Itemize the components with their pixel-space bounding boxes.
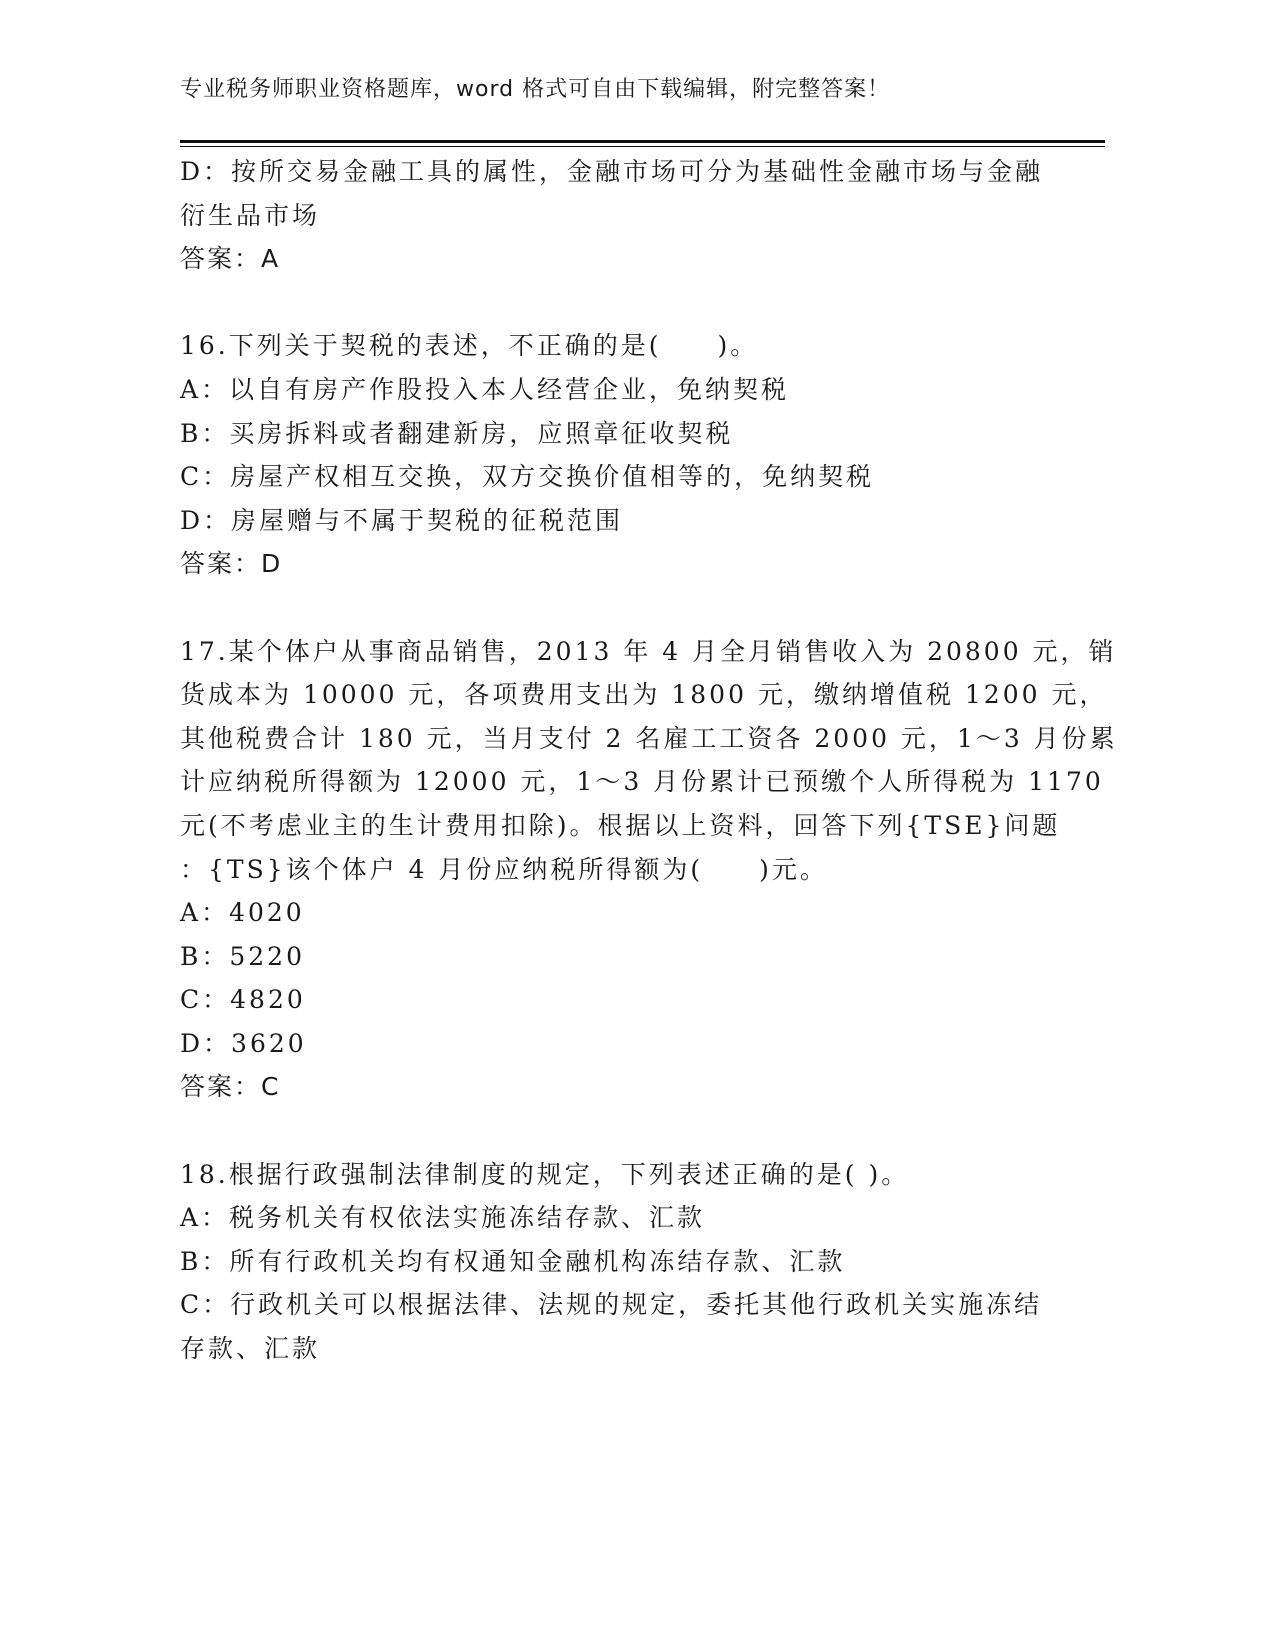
question-line: C：房屋产权相互交换，双方交换价值相等的，免纳契税 xyxy=(180,462,875,492)
question-line: D：3620 xyxy=(180,1028,307,1058)
question-line: B：所有行政机关均有权通知金融机构冻结存款、汇款 xyxy=(180,1246,846,1276)
answer-line: 答案：A xyxy=(180,244,281,274)
question-line: A：4020 xyxy=(180,898,305,928)
question-line: C：4820 xyxy=(180,985,306,1015)
answer-line: 答案：C xyxy=(180,1072,281,1102)
block-spacer xyxy=(180,586,1040,630)
question-line: 17.某个体户从事商品销售，2013 年 4 月全月销售收入为 20800 元，销 xyxy=(180,636,1117,666)
question-line: 其他税费合计 180 元，当月支付 2 名雇工工资各 2000 元，1～3 月份累 xyxy=(180,723,1118,753)
question-line: 存款、汇款 xyxy=(180,1334,321,1364)
question-line: C：行政机关可以根据法律、法规的规定，委托其他行政机关实施冻结 xyxy=(180,1290,1043,1320)
page-header: 专业税务师职业资格题库，word 格式可自由下载编辑，附完整答案！ xyxy=(180,77,891,102)
block-spacer xyxy=(180,281,1040,325)
question-line: 18.根据行政强制法律制度的规定，下列表述正确的是( )。 xyxy=(180,1159,910,1189)
question-line: 元(不考虑业主的生计费用扣除)。根据以上资料，回答下列{TSE}问题 xyxy=(180,810,1061,840)
question-line: A：以自有房产作股投入本人经营企业，免纳契税 xyxy=(180,374,790,404)
question-line: ：{TS}该个体户 4 月份应纳税所得额为( )元。 xyxy=(180,854,828,884)
question-block xyxy=(180,324,1040,586)
question-line: A：税务机关有权依法实施冻结存款、汇款 xyxy=(180,1203,706,1233)
question-line: B：5220 xyxy=(180,941,305,971)
question-line: 16.下列关于契税的表述，不正确的是( )。 xyxy=(180,331,759,361)
question-block xyxy=(180,150,1044,281)
question-block xyxy=(180,1153,1043,1371)
answer-line: 答案：D xyxy=(180,549,283,579)
question-line: D：按所交易金融工具的属性，金融市场可分为基础性金融市场与金融 xyxy=(180,157,1044,186)
block-spacer xyxy=(180,1109,1040,1153)
question-content xyxy=(180,150,1118,1371)
question-line: 计应纳税所得额为 12000 元，1～3 月份累计已预缴个人所得税为 1170 xyxy=(180,767,1104,797)
question-line: 货成本为 10000 元，各项费用支出为 1800 元，缴纳增值税 1200 元， xyxy=(180,680,1108,710)
question-block xyxy=(180,630,1118,1110)
question-line: D：房屋赠与不属于契税的征税范围 xyxy=(180,505,624,535)
header-rule-thin xyxy=(180,146,1105,147)
header-rule xyxy=(180,140,1105,143)
question-line: B：买房拆料或者翻建新房，应照章征收契税 xyxy=(180,418,734,448)
question-line: 衍生品市场 xyxy=(180,200,321,230)
